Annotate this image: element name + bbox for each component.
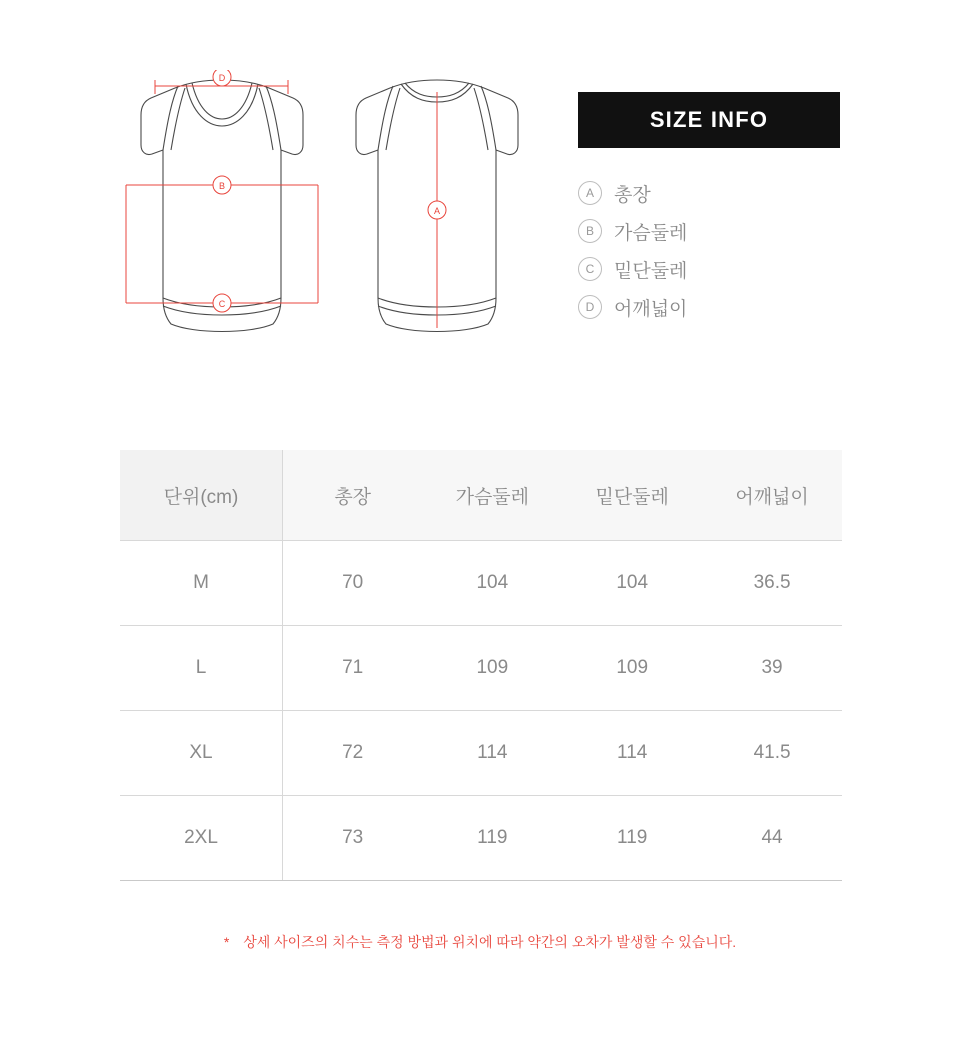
- table-header-shoulder: 어깨넓이: [702, 450, 842, 541]
- footnote-star-icon: *: [223, 934, 230, 950]
- legend-item-c: [578, 250, 878, 288]
- cell-l-hem: 109: [562, 626, 702, 711]
- circle-d-icon: D: [578, 295, 602, 319]
- svg-text:B: B: [218, 181, 226, 191]
- circle-b-icon: B: [578, 219, 602, 243]
- cell-2xl-shoulder: 44: [702, 796, 842, 881]
- size-info-title: SIZE INFO: [649, 107, 769, 132]
- legend-block: [578, 92, 878, 326]
- legend-label-b: 가슴둘레: [614, 222, 688, 244]
- cell-2xl-hem: 119: [562, 796, 702, 881]
- cell-l-shoulder: 39: [702, 626, 842, 711]
- svg-text:D: D: [218, 73, 226, 83]
- cell-m-shoulder: 36.5: [702, 541, 842, 626]
- cell-l-total-length: 71: [283, 626, 423, 711]
- cell-2xl-total-length: 73: [283, 796, 423, 881]
- table-row: [120, 541, 842, 626]
- legend-item-a: [578, 174, 878, 212]
- size-illustration-area: [0, 60, 960, 390]
- garment-diagram: [110, 70, 540, 370]
- cell-xl-total-length: 72: [283, 711, 423, 796]
- table-header-row: [120, 450, 842, 541]
- table-row: [120, 796, 842, 881]
- svg-text:A: A: [433, 206, 441, 216]
- table-header-total-length: 총장: [283, 450, 423, 541]
- table-row: [120, 626, 842, 711]
- table-header-hem: 밑단둘레: [562, 450, 702, 541]
- cell-xl-hem: 114: [562, 711, 702, 796]
- size-table: [120, 450, 842, 881]
- marker-d-icon: [213, 70, 231, 86]
- cell-2xl-chest: 119: [422, 796, 562, 881]
- circle-a-icon: A: [578, 181, 602, 205]
- legend-item-d: [578, 288, 878, 326]
- footnote: [0, 932, 960, 952]
- row-size-2xl: 2XL: [120, 796, 283, 881]
- legend-label-d: 어깨넓이: [614, 298, 688, 320]
- size-info-banner: [578, 92, 840, 148]
- table-header-chest: 가슴둘레: [422, 450, 562, 541]
- svg-text:C: C: [218, 299, 226, 309]
- cell-m-hem: 104: [562, 541, 702, 626]
- legend-label-c: 밑단둘레: [614, 260, 688, 282]
- circle-c-icon: C: [578, 257, 602, 281]
- marker-c-icon: [213, 294, 231, 312]
- row-size-m: M: [120, 541, 283, 626]
- legend-item-b: [578, 212, 878, 250]
- cell-xl-chest: 114: [422, 711, 562, 796]
- row-size-xl: XL: [120, 711, 283, 796]
- cell-xl-shoulder: 41.5: [702, 711, 842, 796]
- table-header-unit: 단위(cm): [120, 450, 283, 541]
- cell-m-chest: 104: [422, 541, 562, 626]
- table-row: [120, 711, 842, 796]
- cell-m-total-length: 70: [283, 541, 423, 626]
- legend-label-a: 총장: [614, 184, 651, 206]
- footnote-text: 상세 사이즈의 치수는 측정 방법과 위치에 따라 약간의 오차가 발생할 수 있습니다.: [243, 934, 737, 950]
- legend-list: [578, 174, 878, 326]
- marker-a-icon: [428, 201, 446, 219]
- row-size-l: L: [120, 626, 283, 711]
- marker-b-icon: [213, 176, 231, 194]
- cell-l-chest: 109: [422, 626, 562, 711]
